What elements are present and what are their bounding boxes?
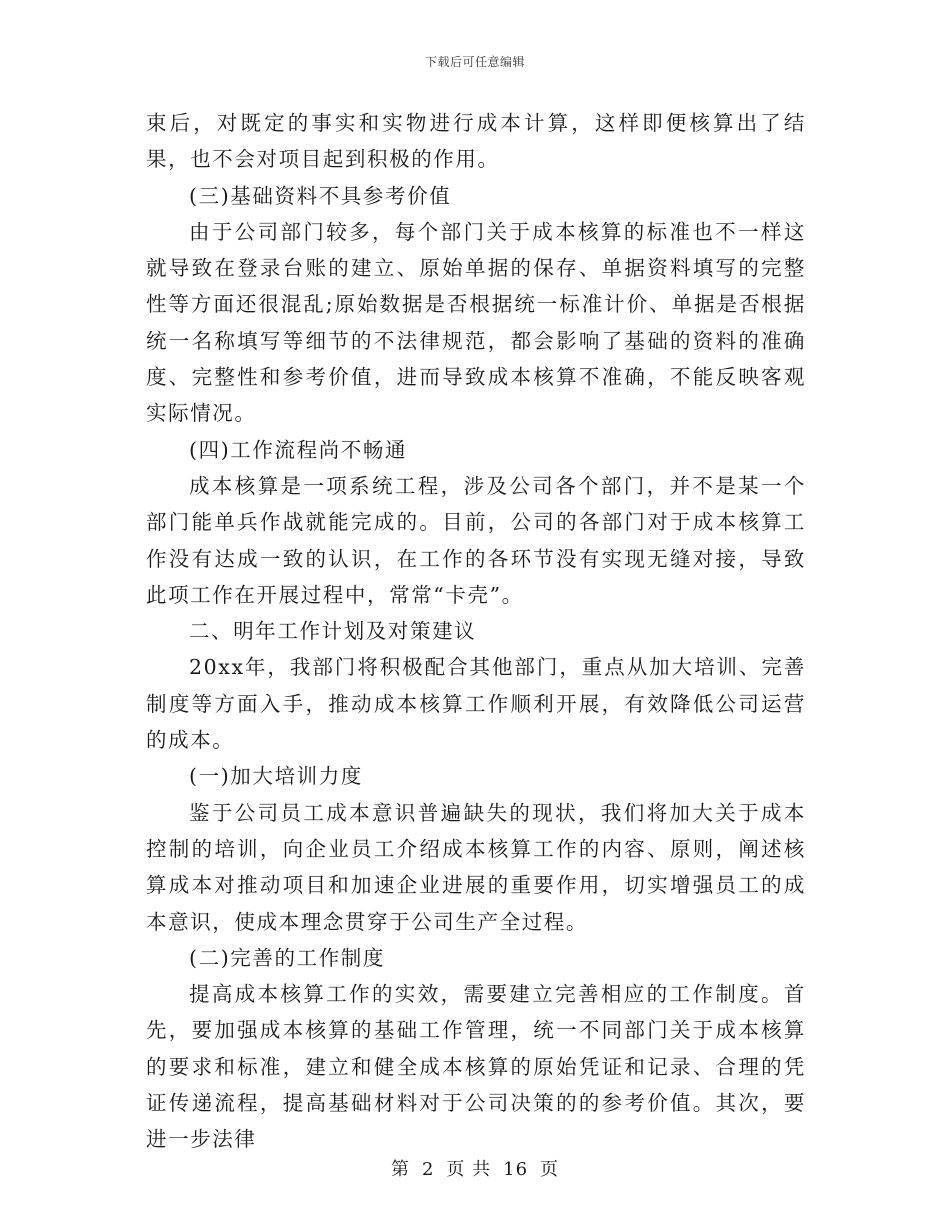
paragraph: 提高成本核算工作的实效，需要建立完善相应的工作制度。首先，要加强成本核算的基础工作管理，统一不同部门关于成本核算的要求和标准，建立和健全成本核算的原始凭证和记录、合理的凭证传递流程，提高基础材料对于公司决策的的参考价值。其次，要进一步法律 xyxy=(146,982,806,1152)
page-label-prefix: 第 xyxy=(390,1159,410,1180)
paragraph: 20xx年，我部门将积极配合其他部门，重点从加大培训、完善制度等方面入手，推动成本核算工作顺利开展，有效降低公司运营的成本。 xyxy=(146,655,806,753)
page-number xyxy=(0,1155,950,1181)
section-heading: (一)加大培训力度 xyxy=(189,764,363,789)
section-heading: (二)完善的工作制度 xyxy=(189,945,385,970)
paragraph: 束后，对既定的事实和实物进行成本计算，这样即便核算出了结果，也不会对项目起到积极的作用。 xyxy=(146,111,806,172)
header-note: 下载后可任意编辑 xyxy=(424,55,525,69)
body-text xyxy=(146,105,806,1158)
section-heading: (四)工作流程尚不畅通 xyxy=(189,437,408,462)
page-label-suffix: 页 xyxy=(540,1159,560,1180)
current-page: 2 xyxy=(421,1159,435,1180)
section-heading: (三)基础资料不具参考价值 xyxy=(189,183,452,208)
paragraph: 由于公司部门较多，每个部门关于成本核算的标准也不一样这就导致在登录台账的建立、原始单据的保存、单据资料填写的完整性等方面还很混乱;原始数据是否根据统一标准计价、单据是否根据统一名称填写等细节的不法律规范，都会影响了基础的资料的准确度、完整性和参考价值，进而导致成本核算不准确，不能反映客观实际情况。 xyxy=(146,219,806,426)
page-label-mid: 页 共 xyxy=(446,1159,492,1180)
total-pages: 16 xyxy=(503,1159,529,1180)
paragraph: 鉴于公司员工成本意识普遍缺失的现状，我们将加大关于成本控制的培训，向企业员工介绍成本核算工作的内容、原则，阐述核算成本对推动项目和加速企业进展的重要作用，切实增强员工的成本意识，使成本理念贯穿于公司生产全过程。 xyxy=(146,800,806,934)
paragraph: 成本核算是一项系统工程，涉及公司各个部门，并不是某一个部门能单兵作战就能完成的。目前，公司的各部门对于成本核算工作没有达成一致的认识，在工作的各环节没有实现无缝对接，导致此项工作在开展过程中，常常“卡壳”。 xyxy=(146,473,806,607)
section-heading: 二、明年工作计划及对策建议 xyxy=(189,619,477,644)
